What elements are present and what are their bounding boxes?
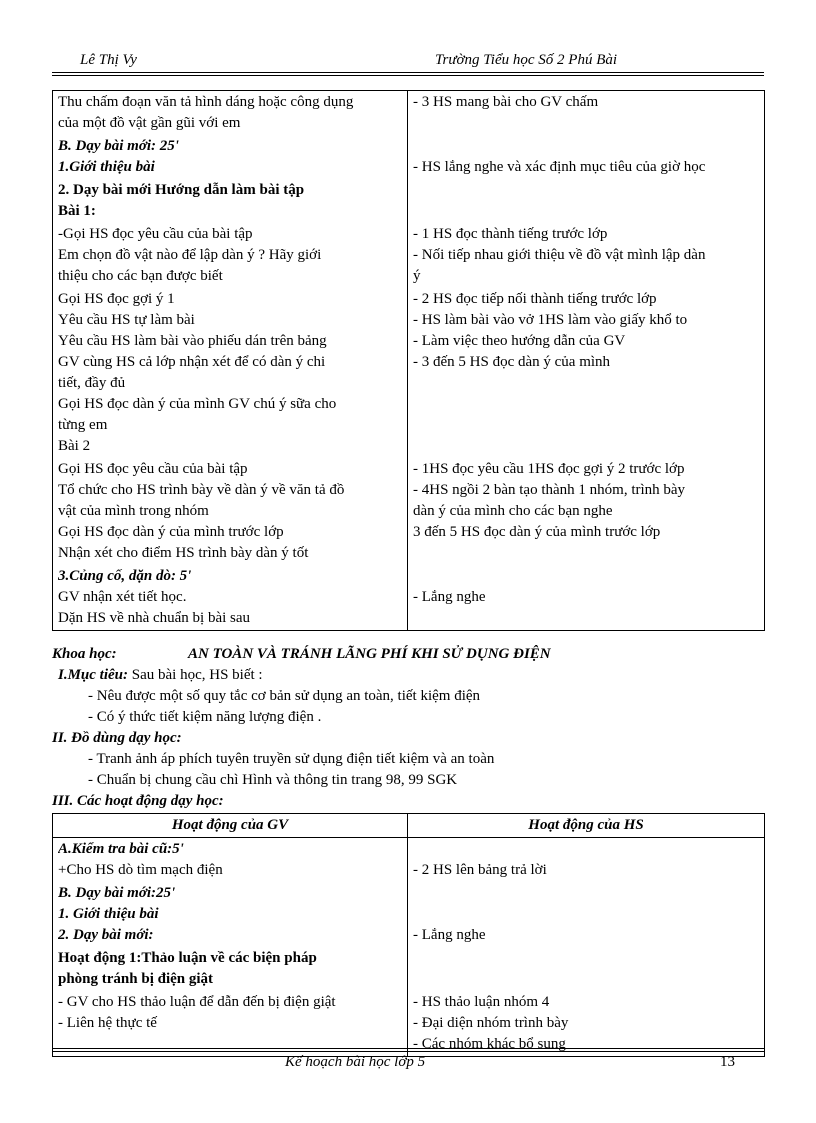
cell-line: - HS lắng nghe và xác định mục tiêu của giờ học — [413, 159, 706, 175]
subject-label: Khoa học: — [52, 646, 117, 662]
column-header-gv: Hoạt động của GV — [53, 814, 408, 838]
cell-line — [413, 113, 759, 134]
student-activity-cell — [408, 288, 765, 458]
table-row — [53, 991, 765, 1057]
footer-title: Kế hoạch bài học lớp 5 — [285, 1054, 426, 1070]
cell-line — [413, 566, 759, 587]
cell-line — [413, 415, 759, 436]
cell-line: - Làm việc theo hướng dẫn của GV — [413, 333, 626, 349]
cell-line — [413, 373, 759, 394]
cell-line: thiệu cho các bạn được biết — [58, 268, 223, 284]
cell-line — [413, 969, 759, 990]
cell-line — [413, 436, 759, 457]
cell-line: vật của mình trong nhóm — [58, 503, 209, 519]
objectives-line — [58, 665, 263, 686]
cell-line: - Lắng nghe — [413, 927, 486, 943]
cell-line: - Liên hệ thực tế — [58, 1015, 157, 1031]
lesson-title: AN TOÀN VÀ TRÁNH LÃNG PHÍ KHI SỬ DỤNG ĐIỆN — [188, 646, 551, 662]
cell-line: +Cho HS dò tìm mạch điện — [58, 862, 223, 878]
cell-line: Tổ chức cho HS trình bày về dàn ý về văn tả đồ — [58, 482, 345, 498]
cell-line: Bài 1: — [58, 203, 96, 219]
teacher-activity-cell — [53, 179, 408, 223]
student-activity-cell — [408, 458, 765, 565]
header-author: Lê Thị Vy — [80, 52, 137, 68]
table-row — [53, 288, 765, 458]
table-row — [53, 565, 765, 631]
cell-line: 2. Dạy bài mới Hướng dẫn làm bài tập — [58, 182, 305, 198]
cell-line: GV nhận xét tiết học. — [58, 589, 187, 605]
student-activity-cell — [408, 135, 765, 179]
cell-line: Em chọn đồ vật nào để lập dàn ý ? Hãy giới — [58, 247, 322, 263]
cell-line — [413, 201, 759, 222]
page-number: 13 — [720, 1054, 735, 1070]
cell-line: của một đồ vật gần gũi với em — [58, 115, 241, 131]
teacher-activity-cell — [53, 91, 408, 136]
cell-line: Yêu cầu HS tự làm bài — [58, 312, 195, 328]
student-activity-cell — [408, 179, 765, 223]
cell-line: ý — [413, 268, 421, 284]
cell-line: - 3 HS mang bài cho GV chấm — [413, 94, 599, 110]
cell-line — [413, 394, 759, 415]
footer-rule-2 — [52, 1051, 764, 1052]
material-item: - Tranh ảnh áp phích tuyên truyền sử dụng điện tiết kiệm và an toàn — [88, 751, 495, 767]
table-row — [53, 882, 765, 947]
student-activity-cell — [408, 223, 765, 288]
table-row — [53, 135, 765, 179]
student-activity-cell — [408, 838, 765, 883]
student-activity-cell — [408, 565, 765, 631]
table-row — [53, 838, 765, 883]
activities-label: III. Các hoạt động dạy học: — [52, 793, 224, 809]
cell-line — [413, 608, 759, 629]
cell-line: từng em — [58, 417, 108, 433]
lesson-table-2 — [52, 813, 765, 1057]
cell-line: - Nối tiếp nhau giới thiệu về đồ vật mình lập dàn — [413, 247, 706, 263]
cell-line: - Các nhóm khác bổ sung — [413, 1036, 566, 1052]
cell-line: - 3 đến 5 HS đọc dàn ý của mình — [413, 354, 611, 370]
header-rule-2 — [52, 75, 764, 76]
cell-line: 1.Giới thiệu bài — [58, 159, 155, 175]
cell-line: dàn ý của mình cho các bạn nghe — [413, 503, 613, 519]
cell-line: -Gọi HS đọc yêu cầu của bài tập — [58, 226, 253, 242]
cell-line: Bài 2 — [58, 438, 91, 454]
cell-line: Dặn HS về nhà chuẩn bị bài sau — [58, 610, 251, 626]
objectives-label: I.Mục tiêu: — [58, 667, 129, 683]
cell-line: - GV cho HS thảo luận để dẫn đến bị điện giật — [58, 994, 336, 1010]
cell-line: 3.Củng cố, dặn dò: 5' — [58, 568, 192, 584]
header-school: Trường Tiểu học Số 2 Phú Bài — [435, 52, 618, 68]
cell-line: Hoạt động 1:Thảo luận về các biện pháp — [58, 950, 317, 966]
cell-line: B. Dạy bài mới: 25' — [58, 138, 179, 154]
teacher-activity-cell — [53, 947, 408, 991]
cell-line: 2. Dạy bài mới: — [58, 927, 154, 943]
cell-line — [413, 543, 759, 564]
cell-line: - 2 HS đọc tiếp nối thành tiếng trước lớp — [413, 291, 657, 307]
cell-line: Thu chấm đoạn văn tả hình dáng hoặc công dụng — [58, 94, 354, 110]
table-row — [53, 223, 765, 288]
cell-line: 3 đến 5 HS đọc dàn ý của mình trước lớp — [413, 524, 661, 540]
cell-line — [413, 180, 759, 201]
teacher-activity-cell — [53, 288, 408, 458]
cell-line: - 1 HS đọc thành tiếng trước lớp — [413, 226, 608, 242]
cell-line: tiết, đầy đủ — [58, 375, 126, 391]
teacher-activity-cell — [53, 991, 408, 1057]
cell-line: - Lắng nghe — [413, 589, 486, 605]
materials-label: II. Đồ dùng dạy học: — [52, 730, 182, 746]
cell-line: - Đại diện nhóm trình bày — [413, 1015, 569, 1031]
table-row — [53, 458, 765, 565]
teacher-activity-cell — [53, 882, 408, 947]
lesson-table-1 — [52, 90, 765, 631]
cell-line — [413, 839, 759, 860]
cell-line: - 2 HS lên bảng trả lời — [413, 862, 547, 878]
cell-line: - 4HS ngồi 2 bàn tạo thành 1 nhóm, trình bày — [413, 482, 686, 498]
teacher-activity-cell — [53, 458, 408, 565]
cell-line: GV cùng HS cả lớp nhận xét để có dàn ý chi — [58, 354, 326, 370]
cell-line: Gọi HS đọc gợi ý 1 — [58, 291, 175, 307]
student-activity-cell — [408, 882, 765, 947]
cell-line — [413, 948, 759, 969]
cell-line: - 1HS đọc yêu cầu 1HS đọc gợi ý 2 trước lớp — [413, 461, 685, 477]
student-activity-cell — [408, 91, 765, 136]
cell-line: A.Kiểm tra bài cũ:5' — [58, 841, 184, 857]
teacher-activity-cell — [53, 135, 408, 179]
table-row — [53, 91, 765, 136]
cell-line: - HS thảo luận nhóm 4 — [413, 994, 550, 1010]
teacher-activity-cell — [53, 223, 408, 288]
objective-item: - Nêu được một số quy tắc cơ bản sử dụng an toàn, tiết kiệm điện — [88, 688, 481, 704]
teacher-activity-cell — [53, 838, 408, 883]
cell-line: - HS làm bài vào vở 1HS làm vào giấy khổ to — [413, 312, 688, 328]
material-item: - Chuẩn bị chung cầu chì Hình và thông tin trang 98, 99 SGK — [88, 772, 458, 788]
cell-line: Yêu cầu HS làm bài vào phiếu dán trên bảng — [58, 333, 327, 349]
cell-line: phòng tránh bị điện giật — [58, 971, 214, 987]
teacher-activity-cell — [53, 565, 408, 631]
cell-line: 1. Giới thiệu bài — [58, 906, 159, 922]
table-row — [53, 179, 765, 223]
student-activity-cell — [408, 947, 765, 991]
objectives-intro: Sau bài học, HS biết : — [128, 667, 263, 683]
table-row — [53, 947, 765, 991]
cell-line — [413, 136, 759, 157]
cell-line: Gọi HS đọc dàn ý của mình GV chú ý sữa cho — [58, 396, 337, 412]
column-header-hs: Hoạt động của HS — [408, 814, 765, 838]
footer-rule — [52, 1048, 764, 1049]
student-activity-cell — [408, 991, 765, 1057]
cell-line: Gọi HS đọc dàn ý của mình trước lớp — [58, 524, 284, 540]
cell-line — [413, 883, 759, 904]
cell-line: Gọi HS đọc yêu cầu của bài tập — [58, 461, 248, 477]
objective-item: - Có ý thức tiết kiệm năng lượng điện . — [88, 709, 322, 725]
header-rule — [52, 72, 764, 73]
cell-line — [413, 904, 759, 925]
cell-line: Nhận xét cho điểm HS trình bày dàn ý tốt — [58, 545, 309, 561]
cell-line: B. Dạy bài mới:25' — [58, 885, 176, 901]
